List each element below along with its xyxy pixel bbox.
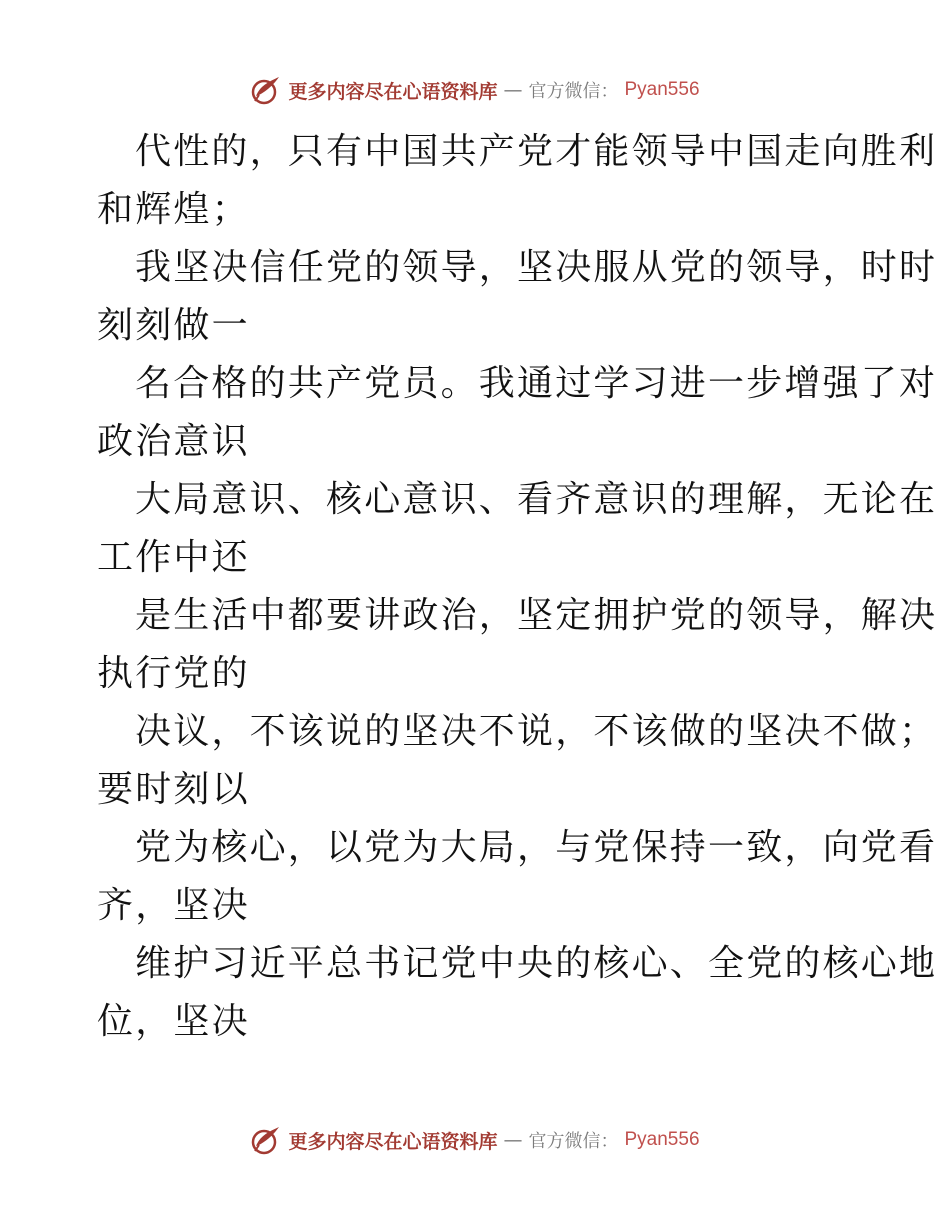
- body-line: 齐，坚决: [97, 885, 250, 926]
- header-brand-text: 更多内容尽在心语资料库: [288, 80, 498, 103]
- body-line: 我坚决信任党的领导，坚决服从党的领导，时时: [135, 247, 938, 288]
- body-line: 工作中还: [97, 537, 250, 578]
- body-line: 和辉煌；: [97, 189, 250, 230]
- body-line: 维护习近平总书记党中央的核心、全党的核心地: [135, 943, 938, 984]
- body-line: 党为核心，以党为大局，与党保持一致，向党看: [135, 827, 938, 868]
- body-line: 刻刻做一: [97, 305, 250, 346]
- header-wechat-label: 官方微信：: [528, 81, 619, 102]
- quill-pen-logo-icon: [250, 1124, 282, 1156]
- body-line: 要时刻以: [97, 769, 250, 810]
- body-line: 政治意识: [97, 421, 250, 462]
- body-line: 名合格的共产党员。我通过学习进一步增强了对: [135, 363, 938, 404]
- body-line: 大局意识、核心意识、看齐意识的理解，无论在: [135, 479, 938, 520]
- footer-wechat-label: 官方微信：: [528, 1131, 619, 1152]
- footer-brand-text: 更多内容尽在心语资料库: [288, 1130, 498, 1153]
- body-line: 执行党的: [97, 653, 250, 694]
- footer-wechat-id: Pyan556: [624, 1129, 700, 1150]
- header-wechat-id: Pyan556: [624, 79, 700, 100]
- document-body: [97, 123, 938, 1051]
- body-line: 决议，不该说的坚决不说，不该做的坚决不做；: [135, 711, 938, 752]
- quill-pen-logo-icon: [250, 74, 282, 106]
- header-banner: [0, 70, 950, 110]
- footer-banner: [0, 1120, 950, 1160]
- body-line: 位，坚决: [97, 1001, 250, 1042]
- footer-dash: —: [503, 1129, 523, 1151]
- body-line: 代性的，只有中国共产党才能领导中国走向胜利: [135, 131, 938, 172]
- header-dash: —: [503, 79, 523, 101]
- body-line: 是生活中都要讲政治，坚定拥护党的领导，解决: [135, 595, 938, 636]
